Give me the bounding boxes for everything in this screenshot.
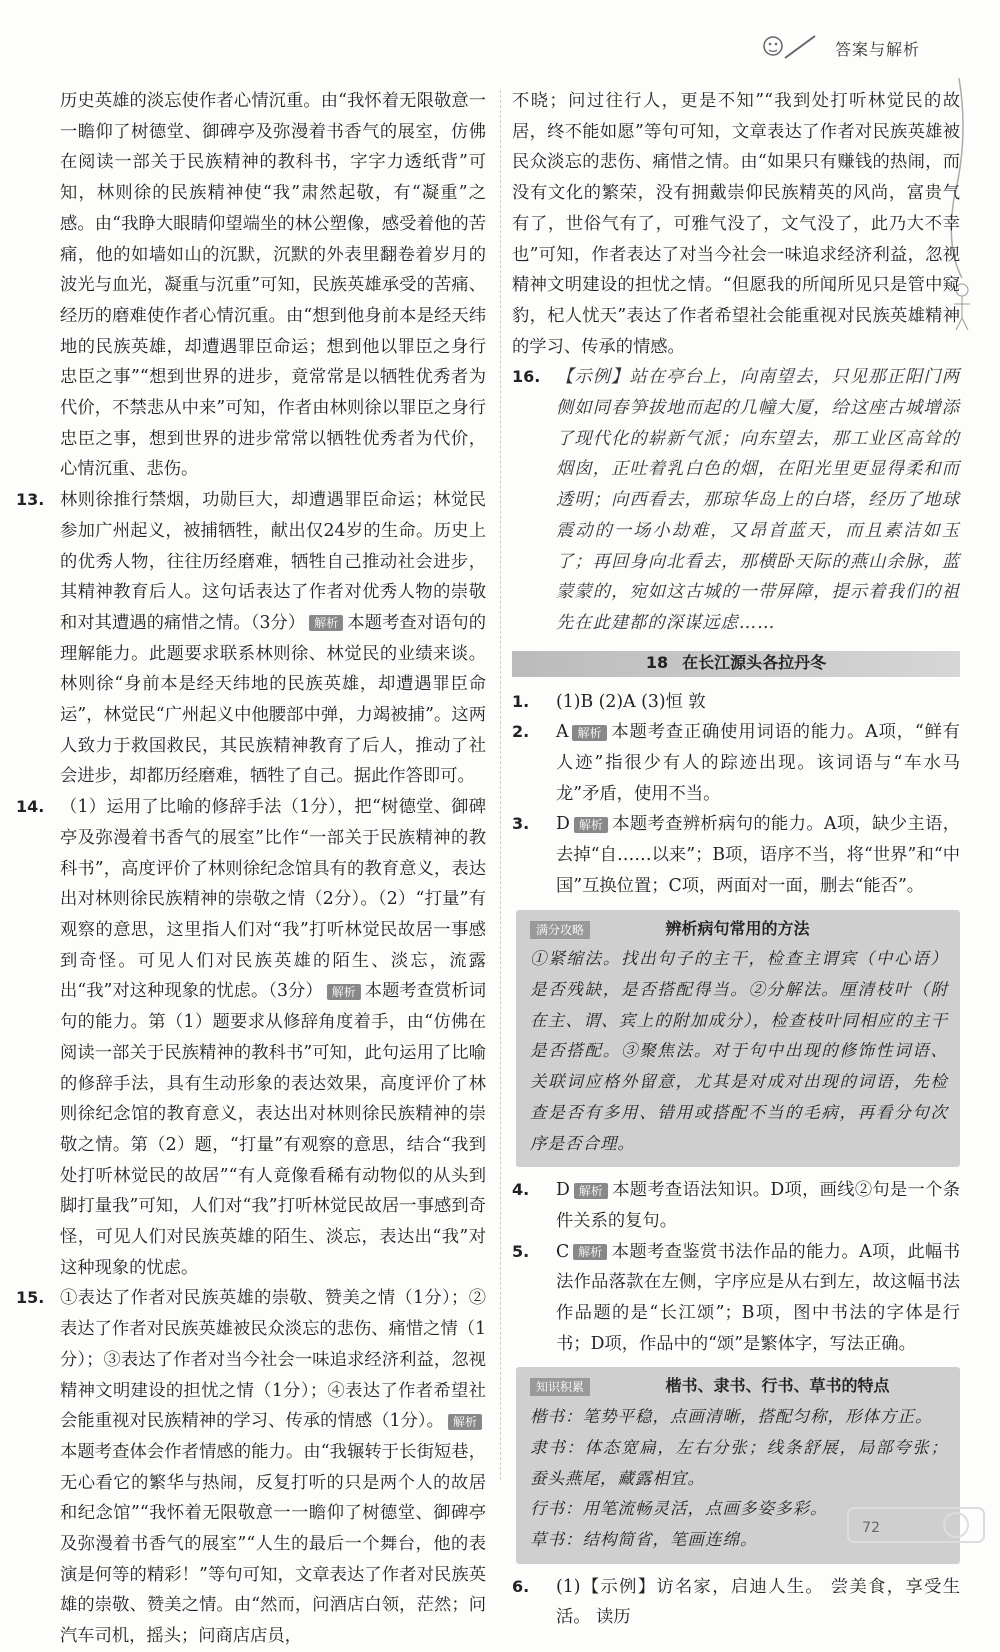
question-number: 1. xyxy=(512,691,530,711)
analysis-tag: 解析 xyxy=(573,1244,607,1260)
answer-text: C xyxy=(556,1241,570,1262)
question-number: 14. xyxy=(16,797,45,817)
answer-2 xyxy=(512,717,960,809)
analysis-text: 本题考查辨析病句的能力。A项，缺少主语，去掉“自……以来”；B项，语序不当，将“世界”和“中国”互换位置；C项，两面对一面，删去“能否”。 xyxy=(556,814,960,896)
knowledge-title: 楷书、隶书、行书、草书的特点 xyxy=(665,1376,890,1396)
answer-6 xyxy=(512,1572,960,1633)
question-number: 3. xyxy=(512,814,530,834)
answer-text: （1）运用了比喻的修辞手法（1分），把“树德堂、御碑亭及弥漫着书香气的展室”比作“一部关于民族精神的教科书”，高度评价了林则徐纪念馆具有的教育意义，表达出对林则徐民族精神的崇敬之情（2分）。（2）“打量”有观察的意思，这里指人们对“我”打听林觉民故居一事感到奇怪。可见人们对民族英雄的陌生、淡忘，流露出“我”对这种现象的忧虑。（3分） xyxy=(60,797,486,1002)
header-title: 答案与解析 xyxy=(834,39,920,59)
question-number: 16. xyxy=(512,367,541,387)
knowledge-line: 行书：用笔流畅灵活，点画多姿多彩。 xyxy=(530,1499,828,1519)
answer-14 xyxy=(16,792,486,1283)
cartoon-pencil-icon xyxy=(755,28,825,68)
analysis-tag: 解析 xyxy=(309,615,343,631)
answer-text: (1)【示例】访名家，启迪人生。 尝美食，享受生活。 读历 xyxy=(556,1576,960,1628)
analysis-tag: 解析 xyxy=(448,1414,482,1430)
answer-13 xyxy=(16,485,486,792)
tips-title: 辨析病句常用的方法 xyxy=(665,918,810,938)
analysis-tag: 解析 xyxy=(572,725,606,741)
analysis-tag: 解析 xyxy=(327,984,361,1000)
answer-text: 林则徐推行禁烟，功勋巨大，却遭遇罪臣命运；林觉民参加广州起义，被捕牺牲，献出仅24岁的生命。历史上的优秀人物，往往历经磨难，牺牲自己推动社会进步，其精神教育后人。这句话表达了作者对优秀人物的崇敬和对其遭遇的痛惜之情。（3分） xyxy=(60,490,486,633)
answer-text: A xyxy=(556,722,569,743)
knowledge-label: 知识积累 xyxy=(530,1378,590,1396)
tips-box xyxy=(516,910,960,1168)
tips-label: 满分攻略 xyxy=(530,921,590,939)
column-divider xyxy=(500,90,501,1480)
question-number: 13. xyxy=(16,490,45,510)
paragraph: 历史英雄的淡忘使作者心情沉重。由“我怀着无限敬意一一瞻仰了树德堂、御碑亭及弥漫着书香气的展室，仿佛在阅读一部关于民族精神的教科书，字字力透纸背”可知，林则徐的民族精神使“我”肃然起敬，有“凝重”之感。由“我睁大眼睛仰望端坐的林公塑像，感受着他的苦痛，他的如墙如山的沉默，沉默的外表里翻卷着岁月的波光与血光，凝重与沉重”可知，民族英雄承受的苦痛、经历的磨难使作者心情沉重。由“想到他身前本是经天纬地的民族英雄，却遭遇罪臣命运；想到他以罪臣之身行忠臣之事”“想到世界的进步，竟常常是以牺牲优秀者为代价，不禁悲从中来”可知，作者由林则徐以罪臣之身行忠臣之事，想到世界的进步常常以牺牲优秀者为代价，心情沉重、悲伤。 xyxy=(60,91,486,480)
analysis-text: 本题考查鉴赏书法作品的能力。A项，此幅书法作品落款在左侧，字序应是从右到左，故这幅书法作品题的是“长江颂”；B项，图中书法的字体是行书；D项，作品中的“颂”是繁体字，写法正确。 xyxy=(556,1241,960,1354)
answer-16 xyxy=(512,362,960,638)
paragraph-continued: 不晓；问过往行人，更是不知”“我到处打听林觉民的故居，终不能如愿”等句可知，文章表达了作者对民族英雄被民众淡忘的悲伤、痛惜之情。由“如果只有赚钱的热闹，而没有文化的繁荣，没有拥戴崇仰民族精英的风尚，富贵气有了，世俗气有了，可雅气没了，文气没了，此乃大不幸也”可知，作者表达了对当今社会一味追求经济利益，忽视精神文明建设的担忧之情。“但愿我的所闻所见只是管中窥豹，杞人忧天”表达了作者希望社会能重视对民族英雄精神的学习、传承的情感。 xyxy=(512,91,960,357)
watermark-logo-icon xyxy=(846,1500,986,1550)
knowledge-line: 楷书：笔势平稳，点画清晰，搭配匀称，形体方正。 xyxy=(530,1407,933,1427)
answer-text: ①表达了作者对民族英雄的崇敬、赞美之情（1分）；②表达了作者对民族英雄被民众淡忘的悲伤、痛惜之情（1分）；③表达了作者对当今社会一味追求经济利益，忽视精神文明建设的担忧之情（1分）；④表达了作者希望社会能重视对民族精神的学习、传承的情感（1分）。 xyxy=(60,1288,486,1432)
answer-5 xyxy=(512,1237,960,1360)
knowledge-line: 隶书：体态宽扁，左右分张；线条舒展，局部夸张；蚕头燕尾，藏露相宜。 xyxy=(530,1437,948,1488)
answer-text: D xyxy=(556,814,570,835)
analysis-text: 本题考查对语句的理解能力。此题要求联系林则徐、林觉民的业绩来谈。林则徐“身前本是经天纬地的民族英雄，却遭遇罪臣命运”，林觉民“广州起义中他腰部中弹，力竭被捕”。这两人致力于救国救民，其民族精神教育了后人，推动了社会进步，却都历经磨难，牺牲了自己。据此作答即可。 xyxy=(60,612,486,787)
question-number: 6. xyxy=(512,1576,530,1596)
page-header xyxy=(755,28,920,68)
page-number: 72 xyxy=(862,1520,880,1536)
answer-3 xyxy=(512,809,960,901)
analysis-text: 本题考查正确使用词语的能力。A项，“鲜有人迹”指很少有人的踪迹出现。该词语与“车水马龙”矛盾，使用不当。 xyxy=(556,722,960,804)
right-column xyxy=(512,86,960,1633)
answer-text: (1)B (2)A (3)恒 敦 xyxy=(556,691,706,712)
answer-text: D xyxy=(556,1180,570,1201)
example-text: 【示例】站在亭台上，向南望去，只见那正阳门两侧如同春笋拔地而起的几幢大厦，给这座古城增添了现代化的崭新气派；向东望去，那工业区高耸的烟囱，正吐着乳白色的烟，在阳光里更显得柔和而透明；向西看去，那琼华岛上的白塔，经历了地球震动的一场小劫难，又昂首蓝天，而且素洁如玉了；再回身向北看去，那横卧天际的燕山余脉，蓝蒙蒙的，宛如这古城的一带屏障，提示着我们的祖先在此建都的深谋远虑…… xyxy=(556,367,960,633)
question-number: 2. xyxy=(512,722,530,742)
left-column xyxy=(16,86,486,1652)
question-number: 5. xyxy=(512,1241,530,1261)
question-number: 4. xyxy=(512,1180,530,1200)
knowledge-line: 草书：结构简省，笔画连绵。 xyxy=(530,1529,758,1549)
answer-15 xyxy=(16,1283,486,1651)
analysis-text: 本题考查语法知识。D项，画线②句是一个条件关系的复句。 xyxy=(556,1180,960,1231)
analysis-text: 本题考查体会作者情感的能力。由“我辗转于长街短巷，无心看它的繁华与热闹，反复打听的只是两个人的故居和纪念馆”“我怀着无限敬意一一瞻仰了树德堂、御碑亭及弥漫着书香气的展室”“人生的最后一个舞台，他的表演是何等的精彩！”等句可知，文章表达了作者对民族英雄的崇敬、赞美之情。由“然而，问酒店白领，茫然；问汽车司机，摇头；问商店店员， xyxy=(60,1441,486,1647)
question-number: 15. xyxy=(16,1288,45,1308)
analysis-tag: 解析 xyxy=(574,817,608,833)
analysis-tag: 解析 xyxy=(574,1183,608,1199)
section-number: 18 xyxy=(645,653,669,673)
section-title: 在长江源头各拉丹冬 xyxy=(682,653,827,673)
answer-1 xyxy=(512,687,960,718)
analysis-text: 本题考查赏析词句的能力。第（1）题要求从修辞角度着手，由“仿佛在阅读一部关于民族精神的教科书”可知，此句运用了比喻的修辞手法，具有生动形象的表达效果，高度评价了林则徐纪念馆的教育意义，表达出对林则徐民族精神的崇敬之情。第（2）题，“打量”有观察的意思，结合“我到处打听林觉民的故居”“有人竟像看稀有动物似的从头到脚打量我”可知，人们对“我”打听林觉民故居一事感到奇怪，可见人们对民族英雄的陌生、淡忘，表达出“我”对这种现象的忧虑。 xyxy=(60,981,486,1278)
tips-text: ①紧缩法。找出句子的主干，检查主谓宾（中心语）是否残缺，是否搭配得当。②分解法。厘清枝叶（附在主、谓、宾上的附加成分），检查枝叶同相应的主干是否搭配。③聚焦法。对于句中出现的修饰性词语、关联词应格外留意，尤其是对成对出现的词语，先检查是否有多用、错用或搭配不当的毛病，再看分句次序是否合理。 xyxy=(530,949,948,1153)
answer-4 xyxy=(512,1175,960,1236)
section-heading xyxy=(512,651,960,677)
